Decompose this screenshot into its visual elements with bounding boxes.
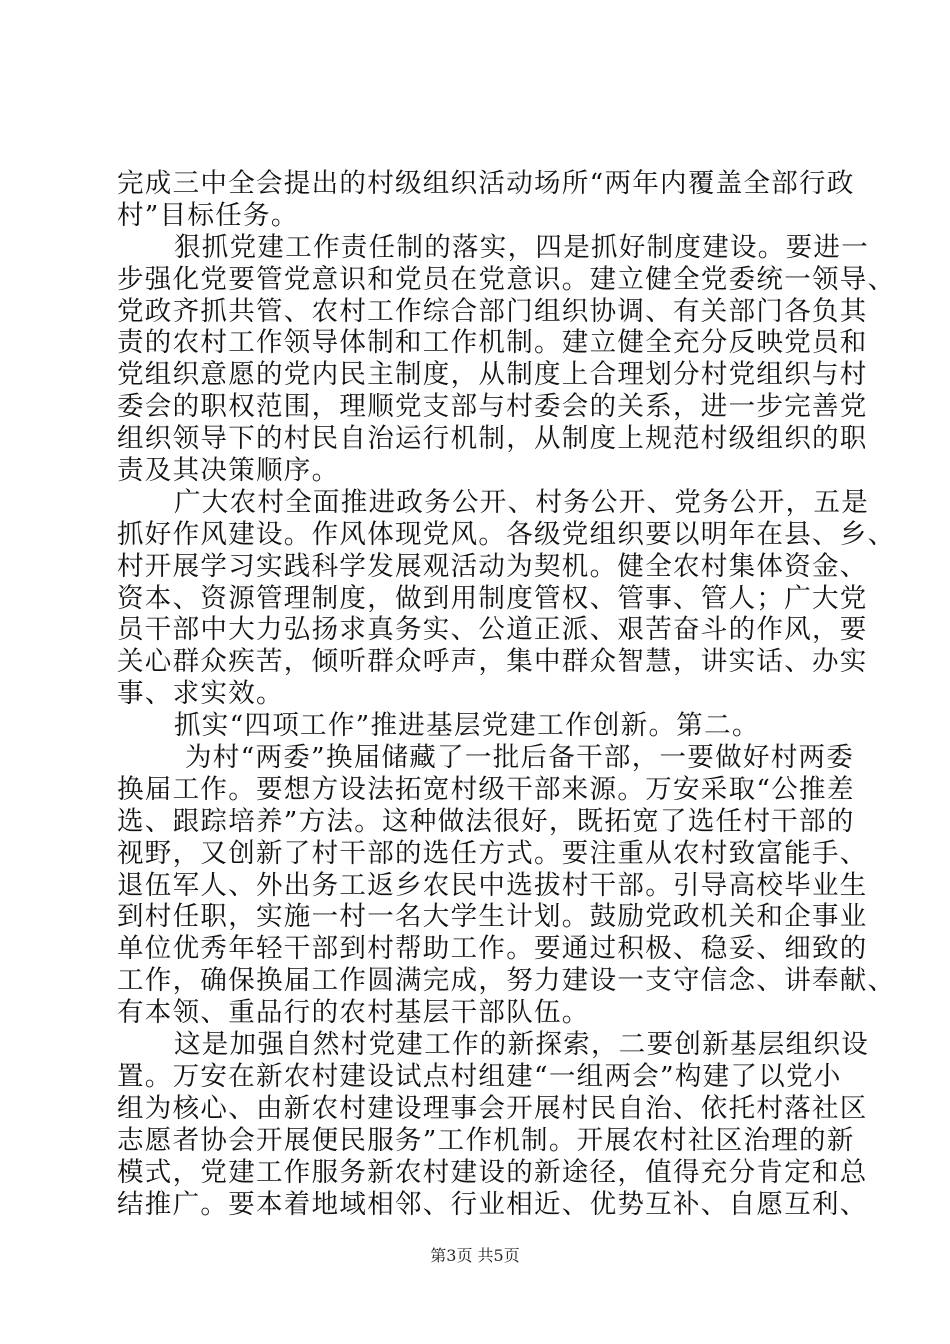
paragraph-start-line: 广大农村全面推进政务公开、村务公开、党务公开，五是 [174,486,869,518]
document-body [117,168,896,1220]
text-line: 村”目标任务。 [117,199,299,231]
paragraph-start-line: 这是加强自然村党建工作的新探索，二要创新基层组织设 [174,1029,869,1061]
text-line: 退伍军人、外出务工返乡农民中选拔村干部。引导高校毕业生 [117,869,868,901]
text-line: 责的农村工作领导体制和工作机制。建立健全充分反映党员和 [117,327,868,359]
text-line: 有本领、重品行的农村基层干部队伍。 [117,997,590,1029]
paragraph-start-line: 为村“两委”换届储藏了一批后备干部，一要做好村两委 [185,742,855,774]
paragraph-start-line: 狠抓党建工作责任制的落实，四是抓好制度建设。要进一 [174,231,869,263]
text-line: 组织领导下的村民自治运行机制，从制度上规范村级组织的职 [117,423,868,455]
text-line: 置。万安在新农村建设试点村组建“一组两会”构建了以党小 [117,1060,842,1092]
text-line: 组为核心、由新农村建设理事会开展村民自治、依托村落社区 [117,1092,868,1124]
text-line: 关心群众疾苦，倾听群众呼声，集中群众智慧，讲实话、办实 [117,646,868,678]
text-line: 单位优秀年轻干部到村帮助工作。要通过积极、稳妥、细致的 [117,933,868,965]
text-line: 委会的职权范围，理顺党支部与村委会的关系，进一步完善党 [117,391,868,423]
text-line: 工作，确保换届工作圆满完成，努力建设一支守信念、讲奉献、 [117,965,896,997]
text-line: 资本、资源管理制度，做到用制度管权、管事、管人；广大党 [117,582,868,614]
paragraph-start-line: 抓实“四项工作”推进基层党建工作创新。第二。 [174,710,760,742]
page-number-footer: 第3页 共5页 [430,1246,520,1265]
text-line: 党政齐抓共管、农村工作综合部门组织协调、有关部门各负其 [117,295,868,327]
text-line: 换届工作。要想方设法拓宽村级干部来源。万安采取“公推差 [117,773,855,805]
text-line: 模式，党建工作服务新农村建设的新途径，值得充分肯定和总 [117,1156,868,1188]
text-line: 到村任职，实施一村一名大学生计划。鼓励党政机关和企事业 [117,901,868,933]
text-line: 党组织意愿的党内民主制度，从制度上合理划分村党组织与村 [117,359,868,391]
text-line: 完成三中全会提出的村级组织活动场所“两年内覆盖全部行政 [117,168,855,199]
text-line: 责及其决策顺序。 [117,455,340,487]
text-line: 视野，又创新了村干部的选任方式。要注重从农村致富能手、 [117,837,868,869]
text-line: 选、跟踪培养”方法。这种做法很好，既拓宽了选任村干部的 [117,805,855,837]
text-line: 事、求实效。 [117,678,284,710]
text-line: 村开展学习实践科学发展观活动为契机。健全农村集体资金、 [117,550,868,582]
text-line: 步强化党要管党意识和党员在党意识。建立健全党委统一领导、 [117,263,896,295]
text-line: 结推广。要本着地域相邻、行业相近、优势互补、自愿互利、 [117,1188,868,1220]
text-line: 志愿者协会开展便民服务”工作机制。开展农村社区治理的新 [117,1124,855,1156]
text-line: 抓好作风建设。作风体现党风。各级党组织要以明年在县、乡、 [117,518,896,550]
text-line: 员干部中大力弘扬求真务实、公道正派、艰苦奋斗的作风，要 [117,614,868,646]
